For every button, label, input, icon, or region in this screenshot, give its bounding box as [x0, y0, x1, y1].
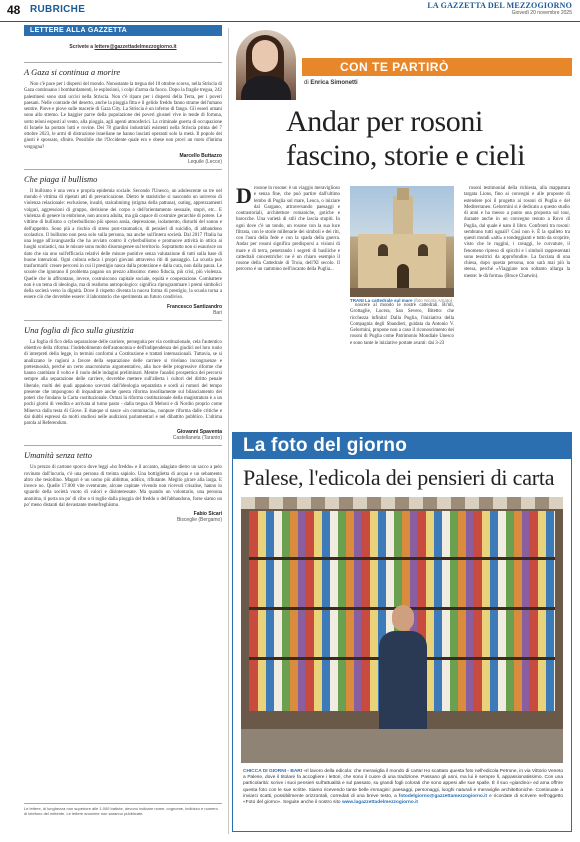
letter-author: Giovanni Spaventa [176, 429, 222, 436]
letter-giustizia [24, 320, 222, 442]
photo-caption-text: TRANI La cattedrale sul mare [350, 298, 413, 303]
kiosk-shelf [249, 557, 555, 560]
foto-del-giorno-title: Palese, l'edicola dei pensieri di carta [243, 465, 555, 490]
cathedral-window [418, 244, 428, 256]
letters-section-bar: LETTERE ALLA GAZZETTA [24, 25, 222, 36]
letter-place: Bari [213, 309, 222, 316]
letter-signature [24, 304, 222, 316]
article-column-3-text: rosoni testimonial della richiesta, alla mappatura targata Lions, fino ai convegni e alle proposte di estendere poi il progetto ai rosoni di Puglia e del Mediterraneo. Gelormini si è dedicato a questo studio di anni e ha messo a punto una proposta sul tour, durante anche in un convegno tenuto a Ruvo di Puglia, dal quale è nato il libro. Confronti tra rosoni: sembrano tutti uguali? Così non è. È la spalleto tra questi mondi «alti» e tondeggianti e tutto da scoprire, visto che le ruggini, i ravaggi, le curvature, il fenomeno ripreso di spicchi e i simboli rappresentati sono tessitrici da approfondire. La facciata di una chiesa, dopo questa persona, non sarà mai più la stessa, perché «Viaggiare non soltanto allarga la mente: le dà forma» (Bruce Chatwin). [464, 186, 570, 279]
columnist-shoulders [241, 76, 291, 100]
letter-title: Umanità senza tetto [24, 450, 92, 461]
letter-signature [24, 429, 222, 441]
vendor-head [392, 605, 414, 631]
kiosk-vendor [379, 605, 427, 735]
newsstand-photo [241, 497, 563, 763]
letter-place: Castellaneta (Taranto) [172, 435, 222, 442]
letter-body: Un prezzo di cartone sporco dove leggi «ho freddo» e il accanto, adagiato dietro un sacco a pelo rovinato dall'incuria, c'è una persona di treinta sapiolo. Una bottiglietta di acqua e un sebamento altro che tesiollino. Magari è un uomo più abbittuo, addico, rifiutante. Meglio girare alla larga. E invece no. Quelle 17.000 vite sventurate, alcune capitate vivendo non ricevuti crisalise, hanno lo sguardo della società vuoto di valori e disinteressate. Ma quando un volontario, una persona anonima, ti porta un po' di cibo o ti toglie dalla pioggia del freddo o dell'abbandono, forse siamo un po' meno distanti dal devastante menefreghismo. [24, 465, 222, 509]
photo-caption [350, 298, 454, 305]
caption-lead: CHICCA DI GIORNI - BARI [243, 769, 303, 774]
foto-del-giorno-box [232, 432, 572, 832]
article-column-1 [236, 183, 340, 274]
letters-contact [24, 44, 222, 50]
foto-del-giorno-bar [233, 433, 571, 459]
newspaper-name: LA GAZZETTA DEL MEZZOGIORNO [427, 1, 572, 10]
article-column-2 [350, 303, 454, 347]
column-divider [228, 28, 229, 834]
kiosk-counter [241, 729, 563, 763]
vendor-body [379, 631, 427, 735]
cathedral-ground [350, 288, 454, 297]
letter-title: Che piaga il bullismo [24, 173, 98, 184]
caption-tail: e ricordate di scrivere nell'oggetto «Foto del giorno». Seguite anche il nostro sito [243, 793, 563, 806]
bell-tower-top [397, 188, 409, 200]
foto-del-giorno-label: La foto del giorno [243, 435, 408, 456]
letter-title: Una foglia di fico sulla giustizia [24, 324, 134, 335]
letter-author: Fabio Sicari [193, 511, 222, 518]
masthead [427, 1, 572, 16]
letter-signature [24, 153, 222, 165]
columnist-face [252, 40, 278, 72]
letter-body: Non c'è pace per i dispersi del mondo. Nonostante la tregua del 10 ottobre scorso, nella Striscia di Gaza continuano i bombardamenti, le esplosioni, i colpi d'arma da fuoco. Dopo la fragile tregua, 242 palestinesi sono stati uccisi nella Striscia. Non c'è riparo per i dispersi della Terra, per i poveri paesani. Nelle contrade del deserto, anche la pioggia fitta e il gelido freddo fanno strame dell'umano sentire. Piove e piove sulle macerie di Gaza City. La Striscia è un inferno di fango. Gli esseri umani sono allo stremo. Le baggier parve della popolazione dei poveri giusnel vive in tende di fortuna, sotto teloni esposti al vento, alla pioggia, agli agenti atmosferici. La criminale guerra di occupazione di Israele ha portato lutti e rovine. Dei 78 giardini industriali esistenti nella Striscia prima del 7 ottobre 2023, le armi di distruzione israeliane ne hanno lasciati operanti solo la metà. Il popolo dei giusti è spossato, sfinito. Possibile che l'Occidente quale ero e obese non provi un moto d'intima vergogna? [24, 82, 222, 150]
cathedral-window [378, 244, 388, 256]
letter-place: Bisceglie (Bergamo) [176, 517, 222, 524]
article-column-3 [464, 186, 570, 280]
article-column-1-text: rosone in rosone: è un viaggio meraviglioso e senza fine, che può partire dall'ultimo lembo di Puglia sul mare, Leuca, o iniziare dal Gargano, attraversando paesaggi e contrastoriali, architetture romaniche, gotiche e barocche. Una varietà di stili che lascia stupiti. In ogni dove c'è un tondo, un rosone con la sua luce filtrata, con le storie millenarie dei simboli e dei riti, con l'aura della fede e con la spada della guerra. Andar per rosoni significa predisporsi a visioni di mare e di terra, penetrando i segreti di basiliche e cattedrali concentriche: ne è un chiaro esempio il rosone della Cattedrale di Troia, dell'XI secolo. Il percorso è un cammino nell'incanto della Puglia... [236, 186, 340, 273]
foto-del-giorno-caption [243, 769, 563, 806]
page-number: 48 [7, 3, 21, 17]
letter-author: Marcello Buttazzo [179, 152, 222, 159]
letter-bullismo [24, 169, 222, 316]
contact-prefix: Scrivete a [69, 44, 94, 50]
columnist-photo [236, 30, 296, 100]
cathedral-photo [350, 186, 454, 297]
cathedral-door [397, 264, 409, 289]
section-name: RUBRICHE [30, 4, 86, 15]
caption-text: «Il lavoro della edicola: che meraviglia il mondo di carta! Ho scattato questa foto nell'edicola Petrone, in via Vittorio Veneto a Palese, dove il titolare fa accogliere i lettori, che sono il cuore di una tradizione. Passano gli anni, ma lui è sempre lì, appassionatissimo. Con una particolarità: scrive i suoi pensieri sull'attualità e sul passato, su grandi fogli colorati che sono appesi alle sue spalle. È il suo «giardino» ed ama offrire questa foto con le sue scritte. Siamo ricevendo tante belle immagini: paesaggi, personaggi, luoghi naturali e meraviglie architettoniche. Continuate a inviarci scatti, possibilmente orizzontali, corredati di una breve testo, a [243, 769, 563, 799]
caption-site-link[interactable]: www.lagazzettadelmezzogiorno.it [341, 800, 419, 806]
letter-gaza [24, 62, 222, 165]
byline-author: Enrica Simonetti [310, 80, 358, 86]
page-header [0, 0, 580, 22]
kiosk-awning [241, 497, 563, 509]
caption-email-link[interactable]: fotodelgiorno@gazzettamezzogiorno.it [398, 793, 488, 799]
column-label: CON TE PARTIRÒ [340, 60, 449, 74]
letter-author: Francesco Santizandro [166, 303, 222, 310]
byline-prefix: di [304, 80, 309, 86]
column-label-bar [302, 58, 572, 76]
letter-title: A Gaza si continua a morire [24, 67, 121, 77]
byline [304, 80, 358, 86]
letter-body: La foglia di fico della separazione delle carriere, perseguita per via costituzionale, cela l'autentico obiettivo della riforma: l'indebolimento dell'autonomia e dell'indipendenza dei giudici nel loro ruolo di interpreti della legge, in termini conformi a Costituzione e trattati internazionali. Tuttavia, se si analizzano le ragioni a favore della separazione delle carriere si rivelano incongruenze e pretestuosità, perché un certo anacronismo argomentativo, alla luce delle progressive riforme che hanno cambiato il volto e il ruolo delle indagini preliminari. Mentre l'analisi prospettica dei percorsi sempre alla separazione delle carriere, dovrebbe mettere sull'allerta i cultori del diritto penale liberale, molti dei quali appaiono scevrati dall'ideologia separatista e sordi ai rumori del tempo presente che impongono di inquadrare anche questa riforma insolitamente sul bilanciamento dei poteri che fondano la Carta costituzionale. Ormai la riforma costituzionale della magistratura è a un pochi giorni di vendita e arrivata al turno pasto - dalla tregua di Meloni e di Nordio proprio come Minerva dalla testa di Giove. E dunque si nasce «in contumacia», nonpure riforma dalle critiche e dai dubbi espressi da molti studiosi nelle audizioni parlamentari e nel dibattito pubblico. L'ultima parola al Referendum. [24, 339, 222, 427]
article-headline: Andar per rosoni fascino, storie e cieli [286, 105, 526, 172]
letters-footer-note: Le lettere, di lunghezza non superiore alle 1.000 battute, devono indicare nome, cognome, indirizzo e numero di telefono del mittente. Le lettere anonime non saranno pubblicate. [24, 803, 222, 816]
issue-date: Giovedì 20 novembre 2025 [511, 10, 572, 16]
article-column-2-text: noscere al mondo le nostre cattedrali. Bi'nti, Grottaglie, Lucera, San Severo, Bitetto: che ricchezza infinita! Dalla Puglia, l'iniziativa della Compagnia degli Sbandieri, guidata da Antonio V. Gelormini, propone non a caso il riconoscimento dei rosoni di Puglia come Patrimonio Mondiale Unesco e sono tante le iniziative portate avanti: dai 3-23 [350, 303, 454, 346]
letter-body: Il bullismo è una vera e propria epidemia sociale. Secondo l'Unesco, un adolescente su tre nel mondo è vittima di ripetuti atti di prevaricazione. Dietro le statistiche si nascondo un universo di violenza relazionale: esclusione, insulti, stalcahmimg (stigma della pattuna), outing, apprezzamenti volgari, aggressioni di gruppo, derisione dei corpo o dell'orientamento sessuale, stupri, etc.. E violenza di genere in embrione, non ancora adulta, ma già capace di costruire gerarchie di potere. Le vittime di bullismo o cyberbullismo più spesso ansia, depressione, isolamento, disturbi del sonno e dell'appetito. Sono più a rischio di stress post-traumatico, di pensieri di suicidio, di abbandono scolastico. Il bullismo non pesa solo sulla persona, ma anche sull'intera società. Dal 2017 l'Italia ha una legge all'avanguardia che ha avviato contro il cyberbullismo e promuove attività in ottica ai luoghi scolastici, ma le misure sono molto disomogenee sul territorio. Soprattutto non si esaurisce un dato che sia uno sull'efficacia relativi delle misure punitive senza valutazione di tutti sulla base di buone intenzioni. Ogni cultura educa i propri giovani attraverso riti di passaggio. La scuola può trasformarli: creare percorsi in cui il prestigio nasca dalla protezione e dalla cura, non dalla paura. Le scuole che ignorano il problema pagano un prezzo altissimo: meno fiducia, più crisi, più violenza. Quelle che lo affrontano, invece, costruiscono capitale sociale, equità e cooperazione. Combattere non è un tema di ideologia, ma di realismo antropologico: significa riprogrammare i premi simbolici della società verso la dignità. Dove il rispetto diventa la nuova forma di prestigio, la scuola torna a essere ciò che dovrebbe essere: il laboratorio che sperimenta un futuro condiviso. [24, 188, 222, 301]
contact-email-link[interactable]: lettere@gazzettadelmezzogiorno.it [94, 44, 177, 50]
letter-place: Lequile (Lecce) [187, 158, 222, 165]
dropcap: D [236, 183, 252, 208]
letter-signature [24, 511, 222, 523]
photo-credit: (foto Nicola Amato) [413, 298, 453, 303]
letters-column [24, 25, 222, 837]
letter-umanita [24, 445, 222, 523]
